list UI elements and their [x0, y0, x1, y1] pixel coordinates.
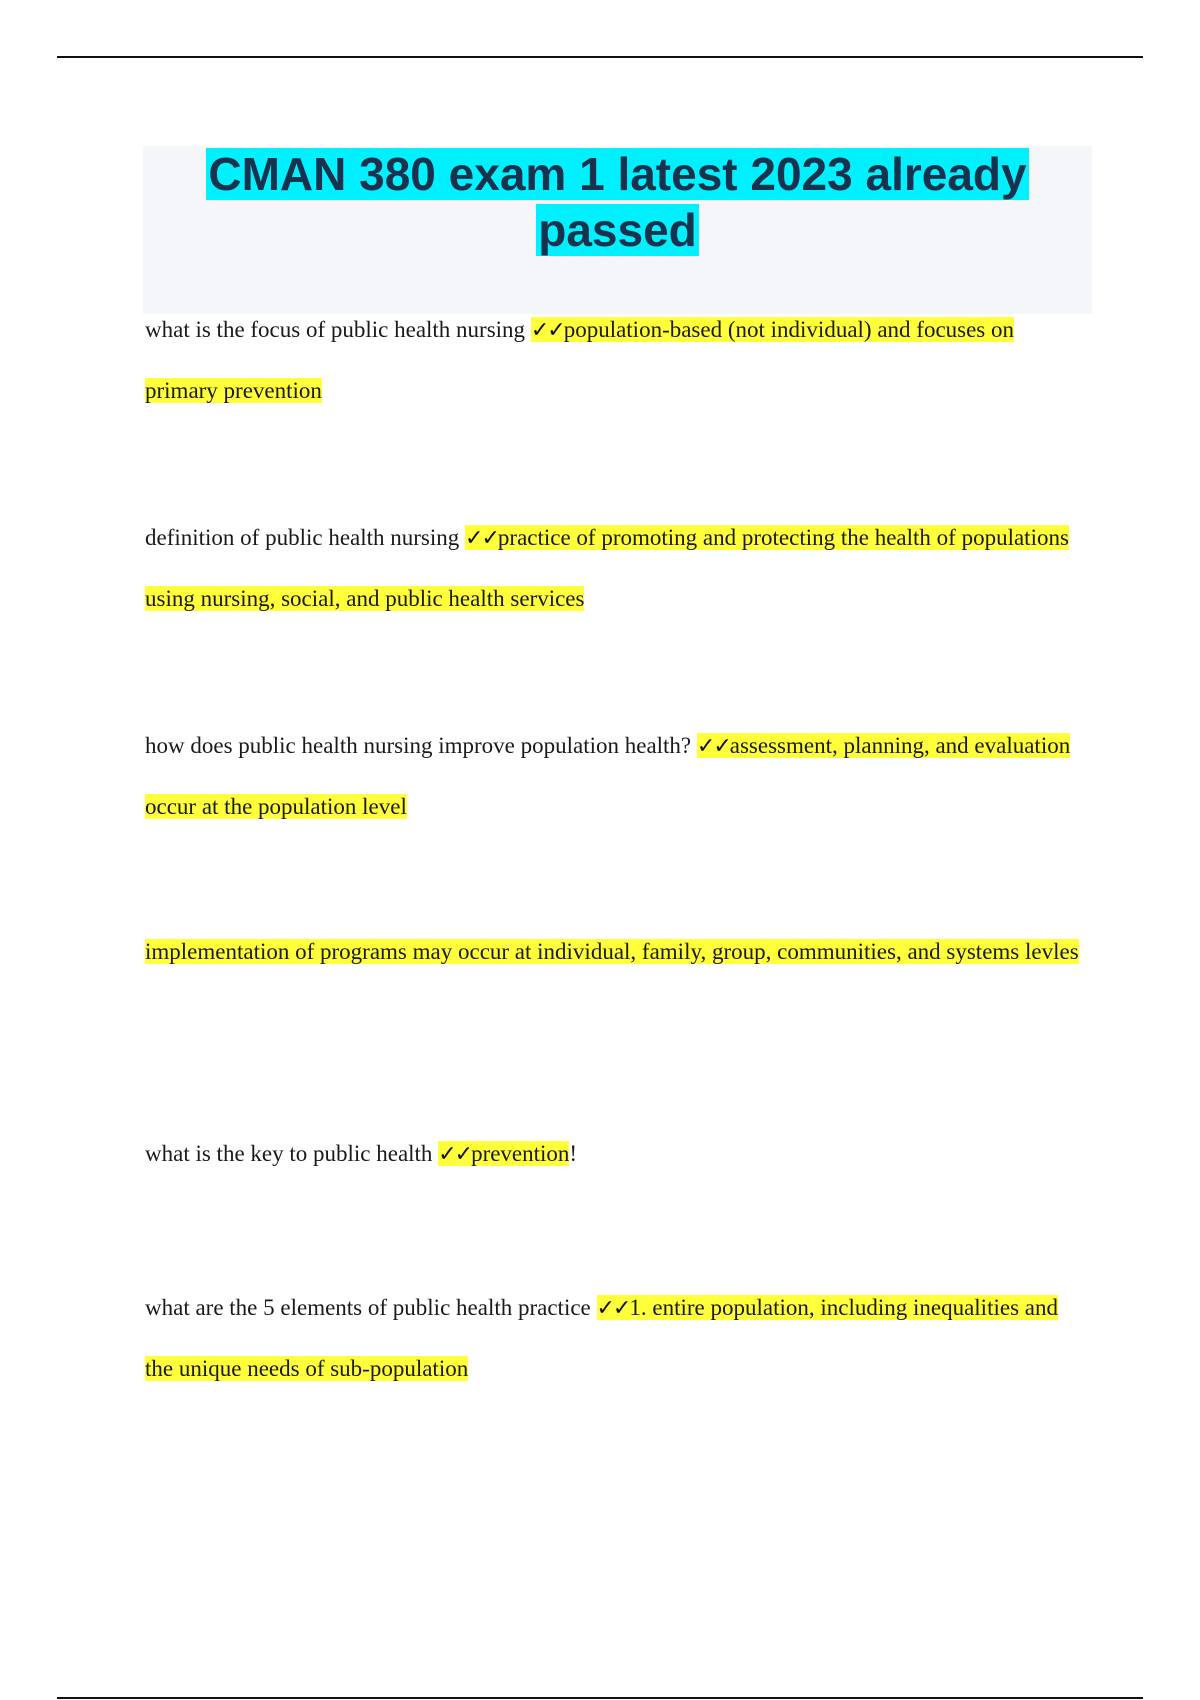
qa-item-3	[145, 716, 1085, 837]
bottom-rule	[57, 1697, 1143, 1699]
check-icon: ✓✓	[530, 318, 564, 343]
title-highlight: CMAN 380 exam 1 latest 2023 already passed	[208, 148, 1027, 256]
question-text: what is the focus of public health nursing	[145, 317, 531, 342]
answer-text: assessment, planning, and evaluation occur at the population level	[145, 733, 1071, 819]
qa-item-5	[145, 1124, 1085, 1185]
qa-item-2	[145, 508, 1085, 629]
page-title	[143, 146, 1092, 258]
qa-item-4	[145, 925, 1085, 979]
question-text: what is the key to public health	[145, 1141, 439, 1166]
answer-text: prevention	[471, 1141, 570, 1166]
qa-item-1	[145, 300, 1085, 421]
question-text: what are the 5 elements of public health practice	[145, 1295, 597, 1320]
question-text: how does public health nursing improve population health?	[145, 733, 697, 758]
check-icon: ✓✓	[465, 526, 498, 551]
check-icon: ✓✓	[438, 1142, 472, 1167]
trailing-text: !	[569, 1141, 578, 1166]
answer-text: population-based (not individual) and focuses on primary prevention	[145, 317, 1015, 403]
answer-text: practice of promoting and protecting the health of populations using nursing, social, and public health services	[145, 525, 1069, 611]
top-rule	[57, 56, 1143, 58]
check-icon: ✓✓	[696, 734, 730, 759]
check-icon: ✓✓	[596, 1296, 630, 1321]
answer-text: implementation of programs may occur at individual, family, group, communities, and systems levles	[145, 939, 1079, 964]
question-text: definition of public health nursing	[145, 525, 466, 550]
answer-text: 1. entire population, including inequalities and the unique needs of sub-population	[145, 1295, 1058, 1381]
qa-item-6	[145, 1278, 1085, 1399]
